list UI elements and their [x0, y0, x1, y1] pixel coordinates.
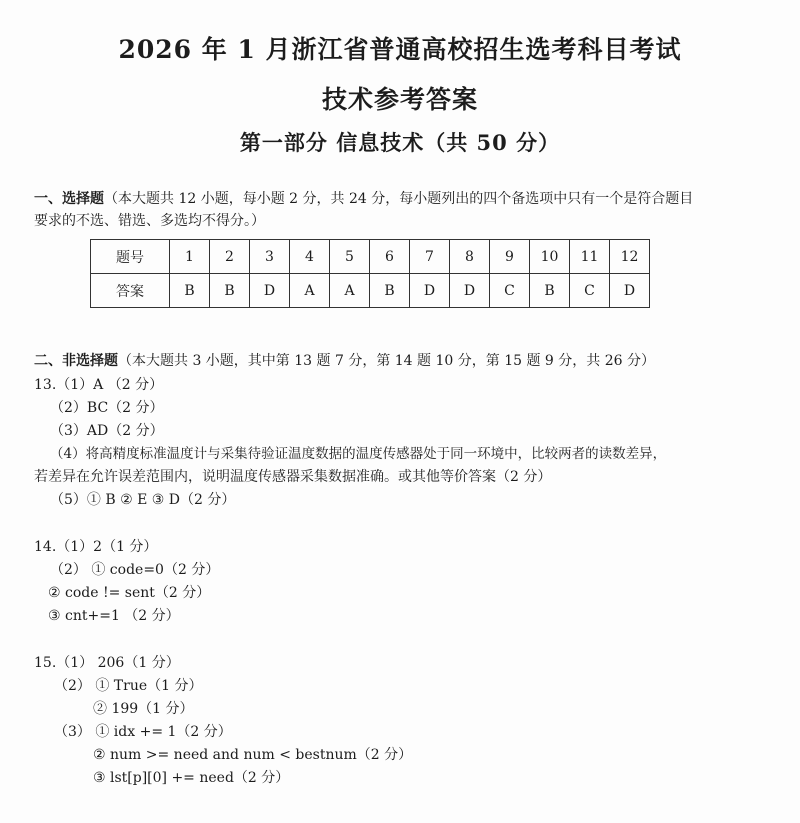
table-cell: 4	[290, 240, 330, 274]
table-cell: D	[610, 274, 650, 308]
table-cell: 9	[490, 240, 530, 274]
table-cell: D	[250, 274, 290, 308]
part-title: 第一部分 信息技术（共 50 分）	[239, 130, 561, 155]
table-cell: D	[450, 274, 490, 308]
section1-note: （本大题共 12 小题，每小题 2 分，共 24 分，每小题列出的四个备选项中只有一个是符合题目	[104, 191, 694, 207]
section2-header	[34, 352, 655, 370]
answer-line: ② 199（1 分）	[93, 701, 194, 717]
table-row	[91, 240, 650, 274]
section2-note: （本大题共 3 小题，其中第 13 题 7 分，第 14 题 10 分，第 15 题 9 分，共 26 分）	[118, 353, 655, 369]
answer-line: （2）BC（2 分）	[50, 400, 164, 416]
table-cell: B	[210, 274, 250, 308]
table-cell: 7	[410, 240, 450, 274]
exam-title: 2026 年 1 月浙江省普通高校招生选考科目考试	[118, 35, 682, 64]
table-row-label: 题号	[91, 240, 170, 274]
table-cell: C	[490, 274, 530, 308]
answer-line: （2） ① True（1 分）	[54, 678, 203, 694]
table-cell: A	[330, 274, 370, 308]
section1-note-line2: 要求的不选、错选、多选均不得分。）	[34, 213, 265, 229]
table-cell: 5	[330, 240, 370, 274]
answer-line: 15.（1） 206（1 分）	[34, 655, 180, 671]
table-cell: B	[170, 274, 210, 308]
table-cell: B	[530, 274, 570, 308]
answer-line: ③ cnt+=1 （2 分）	[48, 608, 180, 624]
answer-line: ② code != sent（2 分）	[48, 585, 211, 601]
answer-line: （4）将高精度标准温度计与采集待验证温度数据的温度传感器处于同一环境中，比较两者的读数差异，	[50, 446, 667, 462]
answer-line: （3） ① idx += 1（2 分）	[54, 724, 232, 740]
answer-line: ② num >= need and num < bestnum（2 分）	[93, 747, 413, 763]
table-cell: 12	[610, 240, 650, 274]
answer-line: （3）AD（2 分）	[50, 423, 164, 439]
table-row-label: 答案	[91, 274, 170, 308]
table-cell: 8	[450, 240, 490, 274]
answer-line: ③ lst[p][0] += need（2 分）	[93, 770, 290, 786]
table-cell: 1	[170, 240, 210, 274]
section1-header	[34, 190, 693, 208]
document-subtitle: 技术参考答案	[321, 85, 478, 114]
section1-heading: 一、选择题	[34, 191, 104, 207]
table-cell: 10	[530, 240, 570, 274]
section2-heading: 二、非选择题	[34, 353, 118, 369]
answer-line: 若差异在允许误差范围内，说明温度传感器采集数据准确。或其他等价答案（2 分）	[34, 469, 552, 485]
table-cell: D	[410, 274, 450, 308]
table-cell: 2	[210, 240, 250, 274]
answer-line: 14.（1）2（1 分）	[34, 539, 158, 555]
answer-table	[90, 239, 650, 308]
table-cell: C	[570, 274, 610, 308]
table-cell: 11	[570, 240, 610, 274]
answer-line: （2） ① code=0（2 分）	[50, 562, 220, 578]
table-row	[91, 274, 650, 308]
table-cell: B	[370, 274, 410, 308]
table-cell: 3	[250, 240, 290, 274]
table-cell: A	[290, 274, 330, 308]
answer-line: （5）① B ② E ③ D（2 分）	[50, 492, 236, 508]
table-cell: 6	[370, 240, 410, 274]
answer-line: 13.（1）A （2 分）	[34, 377, 164, 393]
